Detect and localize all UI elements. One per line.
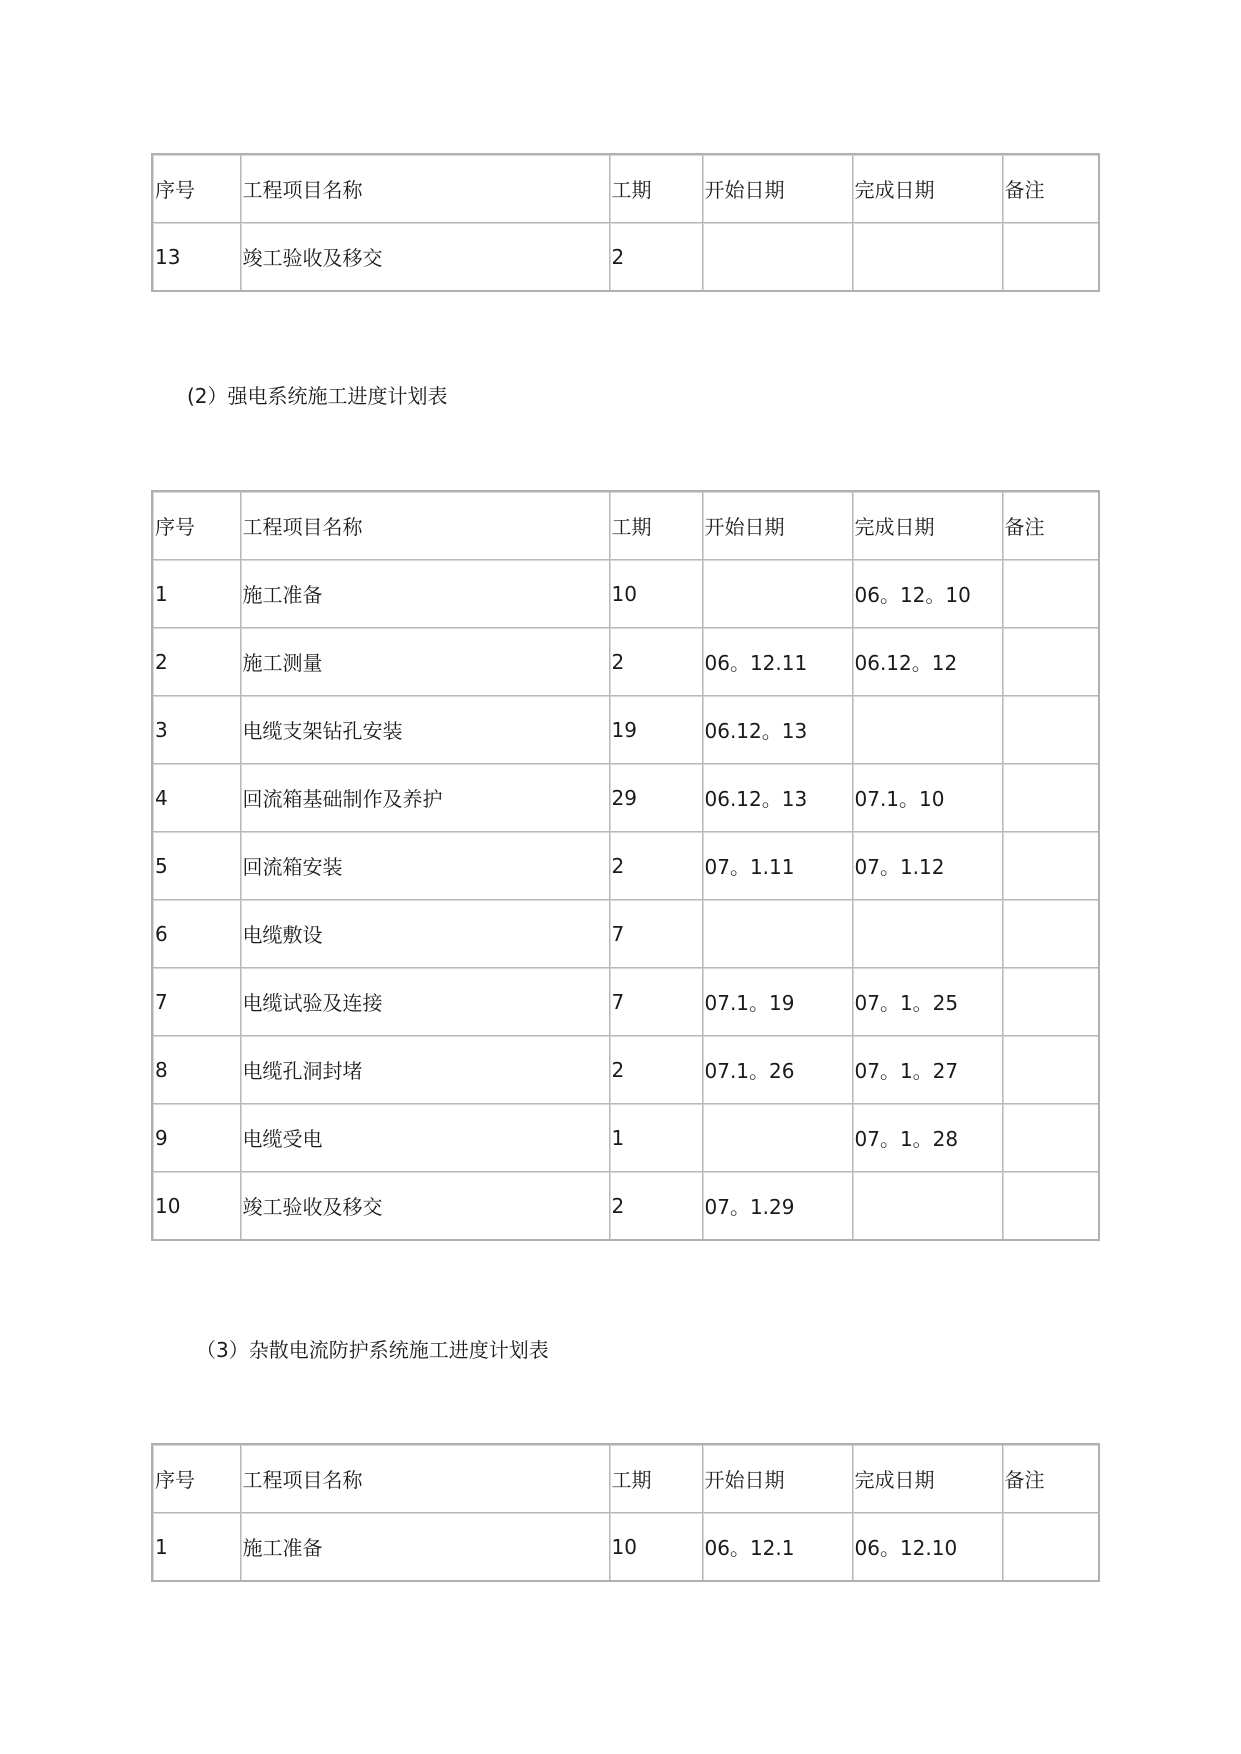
cell-end: 06。12。10 — [852, 560, 1002, 628]
table-row — [152, 560, 1099, 628]
cell-name: 施工准备 — [240, 1513, 609, 1582]
cell-note — [1002, 1036, 1099, 1104]
cell-name: 电缆敷设 — [240, 900, 609, 968]
cell-start — [702, 1104, 852, 1172]
cell-start: 07。1.11 — [702, 832, 852, 900]
cell-duration: 29 — [609, 764, 702, 832]
cell-note — [1002, 900, 1099, 968]
cell-duration: 10 — [609, 1513, 702, 1582]
table-row — [152, 832, 1099, 900]
cell-end — [852, 1172, 1002, 1241]
table-header-row — [152, 154, 1099, 223]
cell-no: 5 — [152, 832, 240, 900]
table-row — [152, 1172, 1099, 1241]
cell-no: 9 — [152, 1104, 240, 1172]
cell-note — [1002, 1513, 1099, 1582]
cell-no: 1 — [152, 1513, 240, 1582]
cell-end: 07。1。25 — [852, 968, 1002, 1036]
cell-duration: 2 — [609, 628, 702, 696]
cell-end: 06。12.10 — [852, 1513, 1002, 1582]
cell-no: 2 — [152, 628, 240, 696]
table-body — [152, 491, 1099, 1240]
table-row — [152, 696, 1099, 764]
cell-no: 3 — [152, 696, 240, 764]
cell-start — [702, 560, 852, 628]
header-duration: 工期 — [609, 491, 702, 560]
cell-no: 1 — [152, 560, 240, 628]
cell-note — [1002, 1104, 1099, 1172]
schedule-table-stray-current-system — [151, 1443, 1100, 1582]
table-row — [152, 628, 1099, 696]
cell-note — [1002, 968, 1099, 1036]
cell-name: 回流箱安装 — [240, 832, 609, 900]
header-no: 序号 — [152, 154, 240, 223]
header-name: 工程项目名称 — [240, 1444, 609, 1513]
cell-note — [1002, 223, 1099, 292]
cell-duration: 10 — [609, 560, 702, 628]
cell-no: 10 — [152, 1172, 240, 1241]
cell-note — [1002, 696, 1099, 764]
table-body — [152, 1444, 1099, 1581]
cell-name: 回流箱基础制作及养护 — [240, 764, 609, 832]
cell-end — [852, 900, 1002, 968]
header-no: 序号 — [152, 1444, 240, 1513]
cell-end — [852, 223, 1002, 292]
cell-note — [1002, 628, 1099, 696]
cell-end: 07.1。10 — [852, 764, 1002, 832]
table-header-row — [152, 491, 1099, 560]
table-body — [152, 154, 1099, 291]
cell-end: 07。1。27 — [852, 1036, 1002, 1104]
cell-end: 06.12。12 — [852, 628, 1002, 696]
table-row — [152, 764, 1099, 832]
schedule-table-continued — [151, 153, 1100, 292]
cell-duration: 7 — [609, 968, 702, 1036]
header-note: 备注 — [1002, 154, 1099, 223]
header-duration: 工期 — [609, 1444, 702, 1513]
header-end: 完成日期 — [852, 1444, 1002, 1513]
cell-note — [1002, 1172, 1099, 1241]
cell-note — [1002, 832, 1099, 900]
cell-duration: 2 — [609, 832, 702, 900]
cell-start — [702, 900, 852, 968]
table-row — [152, 223, 1099, 292]
table-row — [152, 1513, 1099, 1582]
header-start: 开始日期 — [702, 1444, 852, 1513]
cell-no: 7 — [152, 968, 240, 1036]
table-row — [152, 968, 1099, 1036]
header-end: 完成日期 — [852, 154, 1002, 223]
section-title-power-system: (2）强电系统施工进度计划表 — [187, 384, 448, 408]
cell-start: 06.12。13 — [702, 696, 852, 764]
cell-note — [1002, 560, 1099, 628]
cell-name: 电缆试验及连接 — [240, 968, 609, 1036]
cell-no: 13 — [152, 223, 240, 292]
cell-name: 电缆支架钻孔安装 — [240, 696, 609, 764]
cell-end — [852, 696, 1002, 764]
header-duration: 工期 — [609, 154, 702, 223]
table-header-row — [152, 1444, 1099, 1513]
cell-no: 4 — [152, 764, 240, 832]
cell-duration: 7 — [609, 900, 702, 968]
cell-duration: 2 — [609, 1172, 702, 1241]
cell-start: 07.1。19 — [702, 968, 852, 1036]
cell-name: 竣工验收及移交 — [240, 223, 609, 292]
cell-name: 电缆受电 — [240, 1104, 609, 1172]
cell-duration: 2 — [609, 223, 702, 292]
cell-name: 施工测量 — [240, 628, 609, 696]
cell-name: 施工准备 — [240, 560, 609, 628]
cell-end: 07。1.12 — [852, 832, 1002, 900]
cell-note — [1002, 764, 1099, 832]
table-row — [152, 1104, 1099, 1172]
header-name: 工程项目名称 — [240, 154, 609, 223]
cell-start: 07。1.29 — [702, 1172, 852, 1241]
header-name: 工程项目名称 — [240, 491, 609, 560]
header-start: 开始日期 — [702, 154, 852, 223]
section-title-stray-current-system: （3）杂散电流防护系统施工进度计划表 — [196, 1338, 549, 1362]
cell-name: 竣工验收及移交 — [240, 1172, 609, 1241]
cell-duration: 1 — [609, 1104, 702, 1172]
header-no: 序号 — [152, 491, 240, 560]
header-note: 备注 — [1002, 491, 1099, 560]
table-row — [152, 1036, 1099, 1104]
cell-no: 8 — [152, 1036, 240, 1104]
cell-start: 06。12.1 — [702, 1513, 852, 1582]
header-start: 开始日期 — [702, 491, 852, 560]
header-end: 完成日期 — [852, 491, 1002, 560]
header-note: 备注 — [1002, 1444, 1099, 1513]
cell-duration: 19 — [609, 696, 702, 764]
cell-name: 电缆孔洞封堵 — [240, 1036, 609, 1104]
cell-start — [702, 223, 852, 292]
cell-start: 06.12。13 — [702, 764, 852, 832]
schedule-table-power-system — [151, 490, 1100, 1241]
cell-no: 6 — [152, 900, 240, 968]
cell-start: 06。12.11 — [702, 628, 852, 696]
table-row — [152, 900, 1099, 968]
cell-duration: 2 — [609, 1036, 702, 1104]
cell-start: 07.1。26 — [702, 1036, 852, 1104]
cell-end: 07。1。28 — [852, 1104, 1002, 1172]
